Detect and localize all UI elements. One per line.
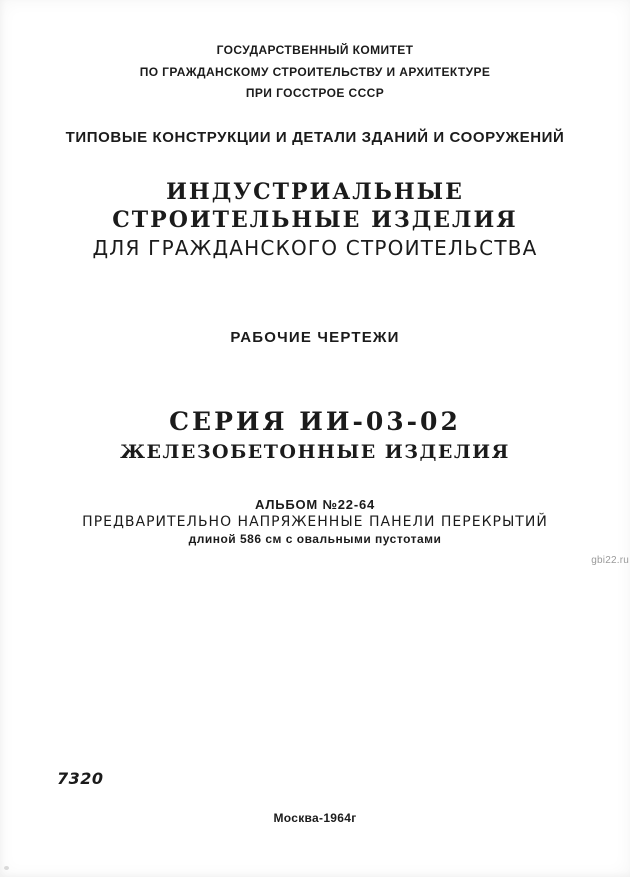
series-products: ЖЕЛЕЗОБЕТОННЫЕ ИЗДЕЛИЯ <box>120 441 510 463</box>
scan-artifact <box>4 866 9 870</box>
main-title-line-1: ИНДУСТРИАЛЬНЫЕ <box>166 179 464 205</box>
series-tagline: ТИПОВЫЕ КОНСТРУКЦИИ И ДЕТАЛИ ЗДАНИЙ И СООРУЖЕНИЙ <box>65 129 565 146</box>
album-block <box>0 496 630 547</box>
series-block <box>0 407 630 467</box>
main-title-line-3: ДЛЯ ГРАЖДАНСКОГО СТРОИТЕЛЬСТВА <box>92 236 538 260</box>
handwritten-stamp-number: 7320 <box>57 769 104 788</box>
subtitle-working-drawings: РАБОЧИЕ ЧЕРТЕЖИ <box>230 329 400 346</box>
organization-line-3: ПРИ ГОССТРОЕ СССР <box>245 86 385 100</box>
album-description: ПРЕДВАРИТЕЛЬНО НАПРЯЖЕННЫЕ ПАНЕЛИ ПЕРЕКРЫТИЙ <box>82 514 548 530</box>
organization-header <box>0 40 630 105</box>
footer-city-year: Москва-1964г <box>273 811 357 825</box>
organization-line-2: ПО ГРАЖДАНСКОМУ СТРОИТЕЛЬСТВУ И АРХИТЕКТУРЕ <box>139 64 491 79</box>
album-number: АЛЬБОМ №22-64 <box>254 497 376 512</box>
main-title <box>0 179 630 262</box>
site-watermark: gbi22.ru <box>591 555 629 566</box>
series-number: СЕРИЯ ИИ-03-02 <box>169 407 461 436</box>
organization-line-1: ГОСУДАРСТВЕННЫЙ КОМИТЕТ <box>216 43 414 57</box>
main-title-line-2: СТРОИТЕЛЬНЫЕ ИЗДЕЛИЯ <box>112 206 518 233</box>
album-dimensions: длиной 586 см с овальными пустотами <box>188 532 442 546</box>
